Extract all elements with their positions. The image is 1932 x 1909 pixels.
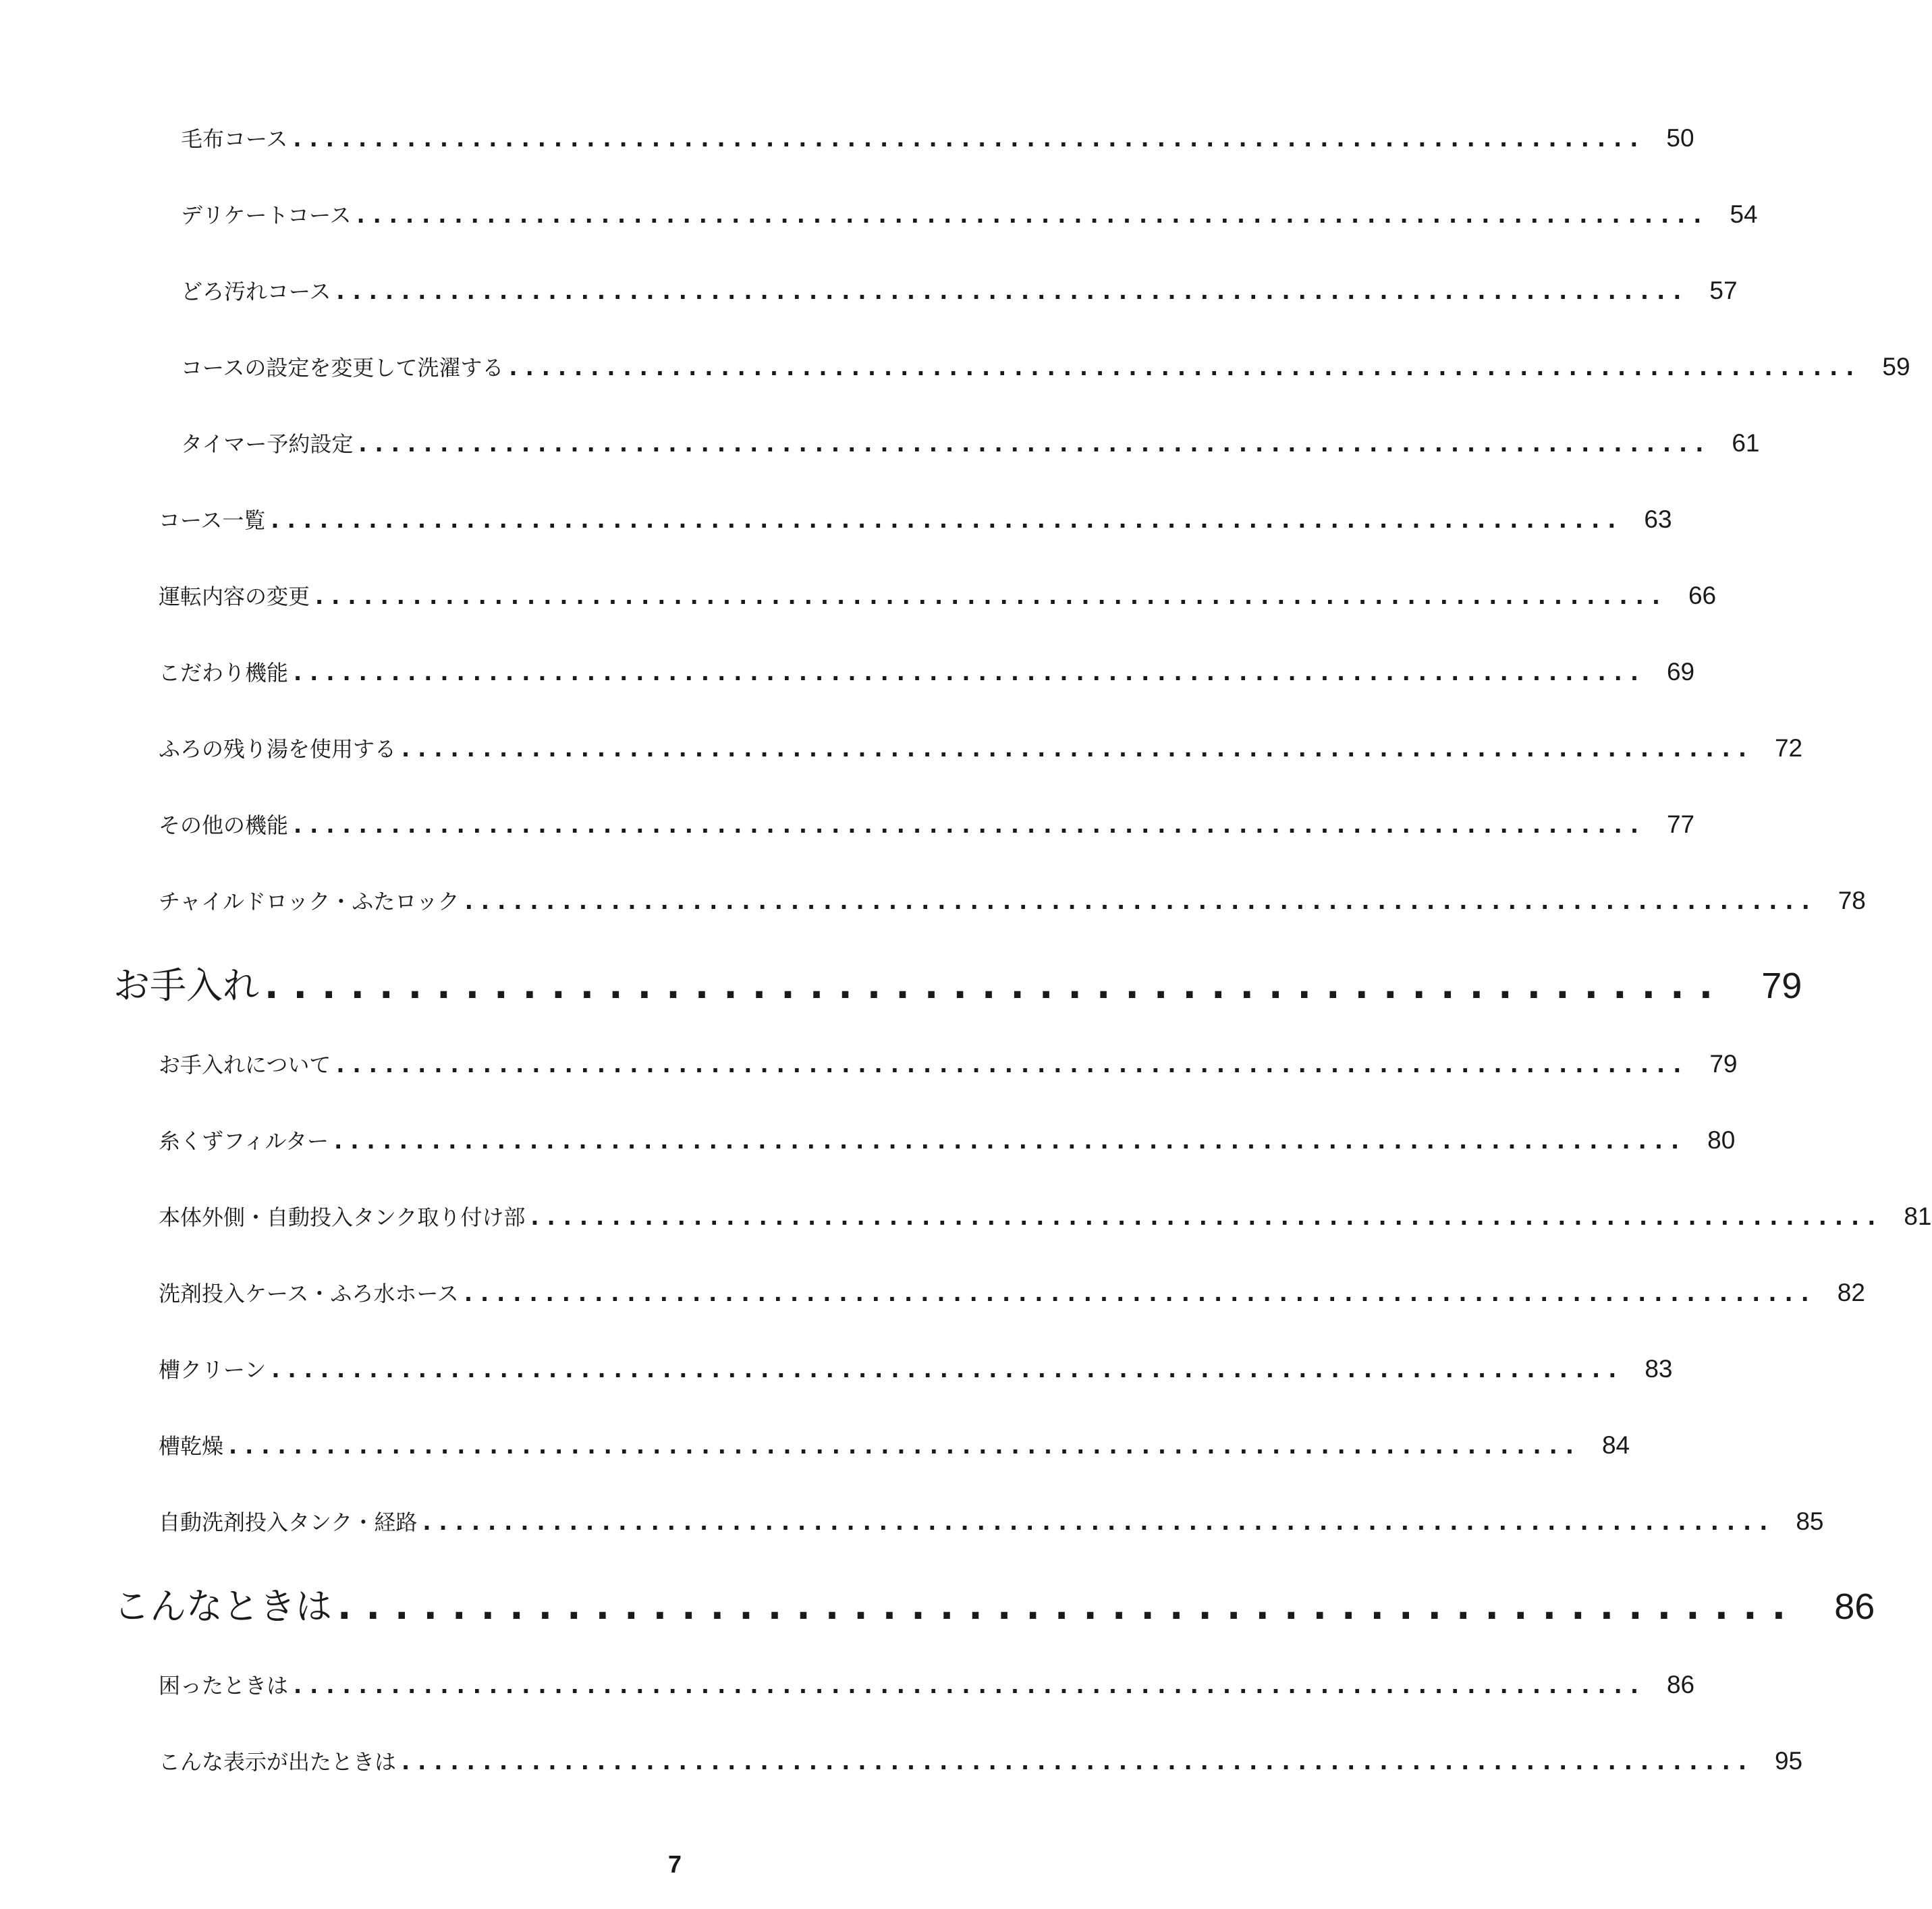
toc-entry-page: 63 (1644, 505, 1672, 533)
toc-entry[interactable] (181, 427, 1760, 458)
toc-entry[interactable] (159, 1277, 1865, 1308)
dot-leader: ................................................................................... (422, 1510, 1776, 1535)
toc-entry-page: 57 (1709, 277, 1738, 304)
toc-entry-page: 86 (1666, 1671, 1695, 1698)
toc-entry[interactable] (181, 351, 1910, 382)
toc-entry-page: 81 (1904, 1202, 1932, 1230)
dot-leader: ................................................................................... (402, 736, 1755, 762)
toc-entry[interactable] (159, 1745, 1803, 1776)
toc-entry[interactable] (159, 1429, 1630, 1460)
toc-entry-title: ふろの残り湯を使用する (159, 736, 397, 762)
toc-entry-title: 自動洗剤投入タンク・経路 (159, 1510, 418, 1535)
toc-entry-title: 毛布コース (181, 126, 288, 152)
toc-entry-title: 槽クリーン (159, 1357, 267, 1383)
toc-entry-page: 54 (1730, 200, 1758, 228)
toc-entry-title: 糸くずフィルター (159, 1128, 329, 1154)
toc-entry-page: 83 (1645, 1355, 1673, 1383)
toc-entry-page: 80 (1707, 1126, 1736, 1154)
toc-entry-page: 78 (1838, 887, 1866, 914)
toc-entry-page: 50 (1666, 124, 1694, 152)
toc-entry-title: デリケートコース (181, 202, 352, 228)
toc-entry[interactable] (159, 1048, 1738, 1079)
dot-leader: ................................................................................... (271, 1357, 1625, 1383)
toc-chapter-page: 79 (1761, 966, 1802, 1006)
toc-entry-title: 槽乾燥 (159, 1433, 224, 1459)
toc-chapter[interactable] (113, 1578, 1875, 1630)
toc-entry-page: 85 (1796, 1507, 1824, 1535)
toc-entry[interactable] (159, 1353, 1673, 1384)
toc-entry-title: お手入れについて (159, 1052, 331, 1078)
toc-entry-title: コースの設定を変更して洗濯する (181, 355, 504, 381)
dot-leader: ................................................................................... (356, 202, 1710, 228)
dot-leader: ................................................................................... (509, 355, 1862, 381)
dot-leader: ................................................................................... (464, 889, 1818, 914)
dot-leader: ................................................................................... (336, 1052, 1690, 1078)
dot-leader: ................................................... (265, 964, 1728, 1007)
toc-entry[interactable] (159, 732, 1803, 763)
toc-entry-title: 運転内容の変更 (159, 584, 310, 609)
toc-entry-title: 洗剤投入ケース・ふろ水ホース (159, 1281, 459, 1306)
toc-entry-page: 77 (1666, 810, 1695, 838)
toc-entry[interactable] (181, 122, 1694, 153)
toc-entry[interactable] (159, 1124, 1736, 1155)
toc-entry-page: 72 (1774, 734, 1803, 762)
dot-leader: ................................................................................... (334, 1128, 1688, 1154)
toc-entry-title: コース一覧 (159, 507, 266, 533)
dot-leader: ................................................................................... (402, 1749, 1755, 1775)
dot-leader: ................................................................................... (464, 1281, 1817, 1306)
toc-entry-page: 82 (1837, 1279, 1865, 1306)
toc-entry-page: 95 (1774, 1747, 1803, 1775)
toc-entry[interactable] (159, 503, 1672, 534)
dot-leader: ................................................................................... (293, 126, 1647, 152)
toc-entry-title: 困ったときは (159, 1673, 289, 1698)
toc-entry-page: 66 (1688, 582, 1717, 609)
toc-entry-title: その他の機能 (159, 812, 289, 838)
toc-chapter[interactable] (113, 957, 1802, 1009)
toc-entry-page: 69 (1666, 658, 1695, 686)
toc-chapter-title: こんなときは (113, 1585, 332, 1628)
toc-entry[interactable] (181, 275, 1738, 306)
dot-leader: ................................................................................... (530, 1205, 1884, 1230)
toc-entry-title: どろ汚れコース (181, 279, 331, 304)
toc-entry-title: こんな表示が出たときは (159, 1749, 397, 1775)
dot-leader: ................................................................................... (294, 1673, 1647, 1698)
dot-leader: ................................................... (337, 1585, 1801, 1628)
toc-entry[interactable] (159, 656, 1695, 687)
toc-chapter-page: 86 (1834, 1586, 1875, 1627)
toc-entry[interactable] (159, 885, 1866, 916)
toc-chapter-title: お手入れ (113, 964, 259, 1007)
toc-entry-title: 本体外側・自動投入タンク取り付け部 (159, 1205, 526, 1230)
toc-entry[interactable] (181, 198, 1758, 229)
toc-entry-page: 84 (1601, 1431, 1630, 1459)
toc-entry-title: チャイルドロック・ふたロック (159, 889, 460, 914)
toc-entry[interactable] (159, 1669, 1695, 1700)
toc-entry[interactable] (159, 808, 1695, 839)
dot-leader: ................................................................................... (294, 812, 1647, 838)
dot-leader: ................................................................................... (229, 1433, 1582, 1459)
dot-leader: ................................................................................... (271, 507, 1624, 533)
toc-entry-title: こだわり機能 (159, 660, 289, 686)
toc-entry-page: 79 (1709, 1050, 1738, 1078)
dot-leader: ................................................................................... (294, 660, 1647, 686)
dot-leader: ................................................................................... (336, 279, 1690, 304)
dot-leader: ................................................................................... (358, 431, 1712, 457)
toc-entry[interactable] (159, 580, 1717, 611)
dot-leader: ................................................................................... (315, 584, 1668, 609)
toc-entry[interactable] (159, 1200, 1932, 1232)
toc-entry-page: 59 (1882, 353, 1910, 381)
toc-entry[interactable] (159, 1505, 1824, 1537)
toc-entry-page: 61 (1732, 429, 1760, 457)
page-number: 7 (667, 1850, 682, 1878)
toc-entry-title: タイマー予約設定 (181, 431, 354, 457)
